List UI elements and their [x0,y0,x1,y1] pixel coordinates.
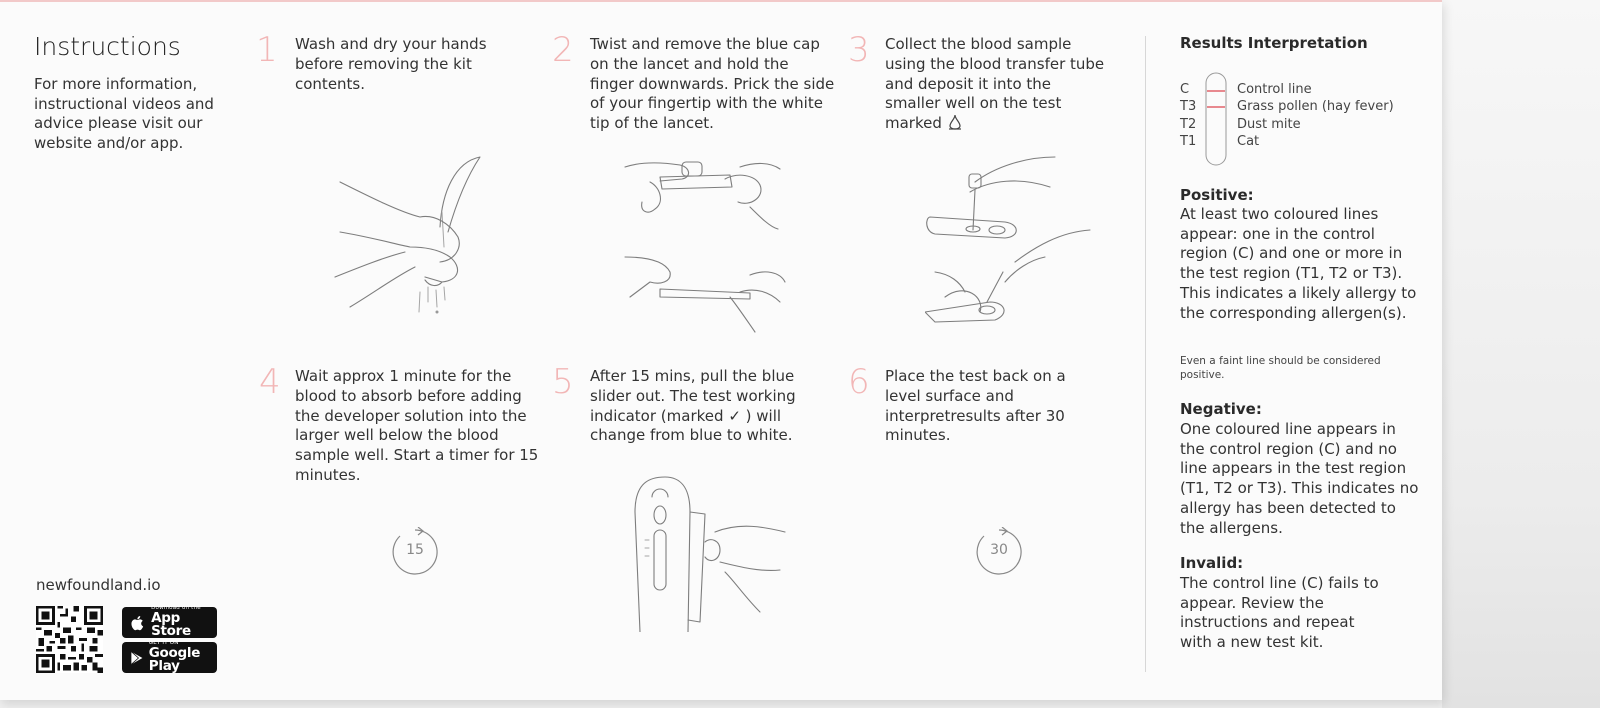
website-link[interactable]: newfoundland.io [36,576,161,594]
invalid-body: The control line (C) fails to appear. Review the instructions and repeat with a new test kit. [1180,574,1379,652]
legend-label-grass-pollen: Grass pollen (hay fever) [1237,99,1394,114]
app-store-small-label: Download on the [151,605,201,612]
hand-washing-illustration [330,152,490,322]
legend-code-c: C [1180,82,1190,97]
step-6-text: Place the test back on a level surface and interpretresults after 30 minutes. [885,367,1066,445]
step-1-number: 1 [256,30,278,70]
intro-text: For more information, instructional videos and advice please visit our website and/or app. [34,75,214,153]
step-2-text: Twist and remove the blue cap on the lancet and hold the finger downwards. Prick the side of your fingertip with the white tip of the lancet. [590,35,835,133]
google-play-label: Google Play [148,644,201,675]
legend-code-t1: T1 [1180,134,1197,149]
legend-label-cat: Cat [1237,134,1260,149]
step-3-number: 3 [848,30,870,70]
page-title: Instructions [34,32,181,61]
google-play-icon [129,648,145,668]
legend-code-t2: T2 [1180,117,1197,132]
column-divider [1145,36,1146,672]
step-5-text [590,367,820,446]
legend-label-dust-mite: Dust mite [1237,117,1301,132]
app-store-button[interactable] [122,607,217,638]
step-1-text: Wash and dry your hands before removing the kit contents. [295,35,487,93]
positive-note: Even a faint line should be considered positive. [1180,355,1381,381]
step-4-text: Wait approx 1 minute for the blood to absorb before adding the developer solution into the larger well below the blood sample well. Start a timer for 15 minutes. [295,367,539,484]
positive-body: At least two coloured lines appear: one in the control region (C) and one or more in the test region (T1, T2 or T3). This indicates a likely allergy to the corresponding allergen(s). [1180,205,1417,322]
invalid-heading: Invalid: [1180,554,1244,572]
google-play-button[interactable] [122,642,217,673]
timer-15-label: 15 [406,542,424,558]
google-play-small-label: GET IT ON [148,640,179,647]
negative-heading: Negative: [1180,400,1262,418]
apple-icon [129,613,147,633]
step-3-text-content: Collect the blood sample using the blood transfer tube and deposit it into the smaller well on the test marked [885,35,1105,133]
step-5-text-before: After 15 mins, pull the blue slider out. The test working indicator (marked [590,367,796,425]
lancet-illustration [620,157,795,337]
step-5-text-after: ) will change from blue to white. [590,406,793,445]
negative-body: One coloured line appears in the control region (C) and no line appears in the test region (T1, T2 or T3). This indicates no allergy has been detected to the allergens. [1180,420,1419,537]
blood-drop-icon [947,114,963,130]
step-4-number: 4 [259,362,281,402]
step-3-text [885,35,1105,134]
timer-30-label: 30 [990,542,1008,558]
qr-code[interactable] [36,606,103,673]
blood-transfer-illustration [925,152,1100,332]
test-strip-diagram [1204,72,1228,166]
step-2-number: 2 [552,30,574,70]
background-surface [1442,0,1600,708]
step-6-number: 6 [848,362,870,402]
legend-label-control: Control line [1237,82,1312,97]
results-title: Results Interpretation [1180,34,1368,52]
test-cassette-illustration [620,472,790,632]
positive-heading: Positive: [1180,186,1254,204]
legend-code-t3: T3 [1180,99,1197,114]
step-5-number: 5 [552,362,574,402]
app-store-label: App Store [151,609,191,640]
checkmark-icon: ✓ [728,406,741,425]
